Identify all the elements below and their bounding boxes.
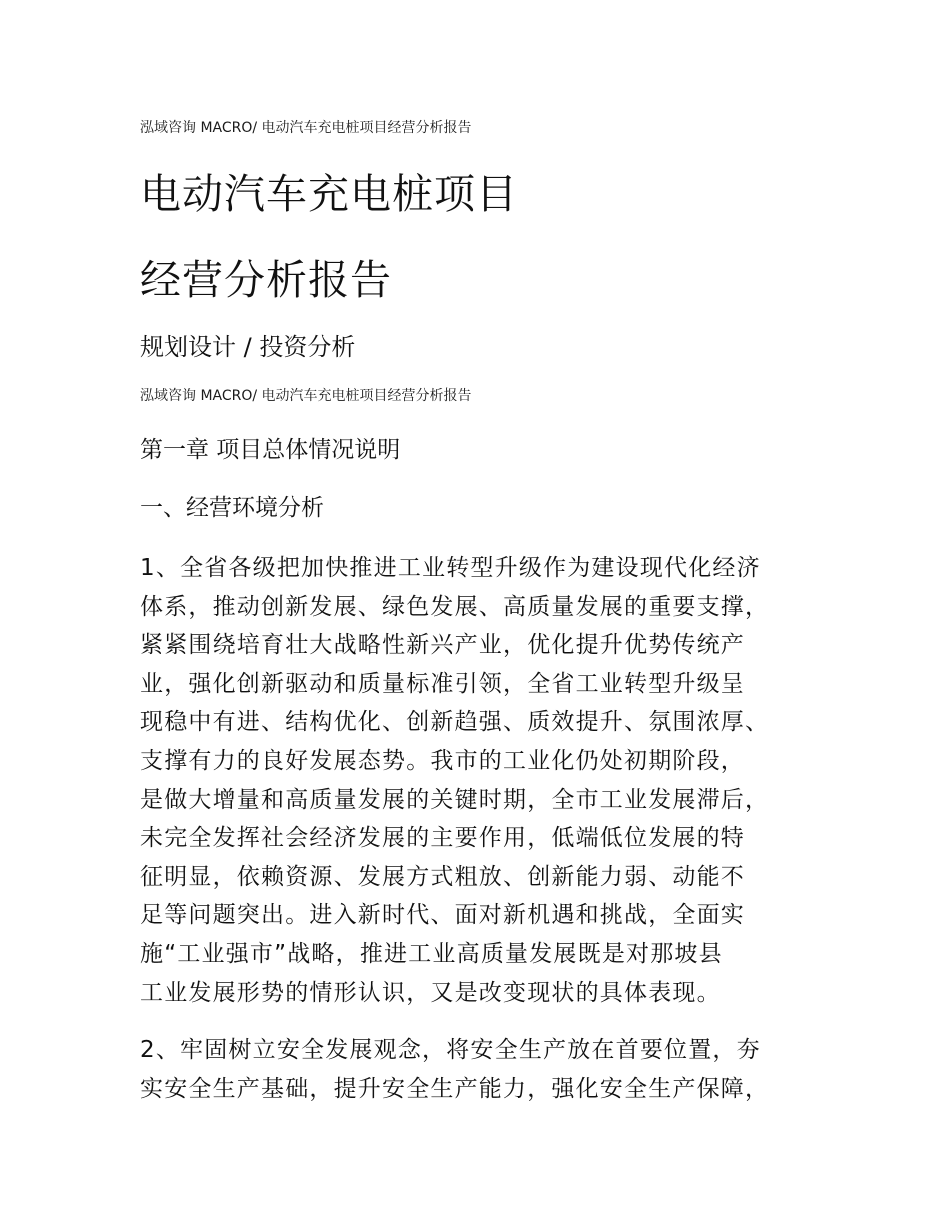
chapter-heading: 第一章 项目总体情况说明 [140,437,401,463]
paragraph-line: 业，强化创新驱动和质量标准引领，全省工业转型升级呈 [140,670,745,697]
report-title-line-1: 电动汽车充电桩项目 [140,170,518,218]
running-header-mid: 泓域咨询 MACRO/ 电动汽车充电桩项目经营分析报告 [140,388,472,404]
report-title-line-2: 经营分析报告 [140,256,392,304]
paragraph-line: 体系，推动创新发展、绿色发展、高质量发展的重要支撑， [140,593,770,620]
paragraph-line: 足等问题突出。进入新时代、面对新机遇和挑战，全面实 [140,902,745,929]
paragraph-line: 征明显，依赖资源、发展方式粗放、创新能力弱、动能不 [140,863,745,890]
running-header-top: 泓域咨询 MACRO/ 电动汽车充电桩项目经营分析报告 [140,120,472,136]
paragraph-line: 工业发展形势的情形认识，又是改变现状的具体表现。 [140,979,721,1006]
paragraph-line: 现稳中有进、结构优化、创新趋强、质效提升、氛围浓厚、 [140,709,770,736]
paragraph-line: 1、全省各级把加快推进工业转型升级作为建设现代化经济 [140,555,761,581]
paragraph-line: 未完全发挥社会经济发展的主要作用，低端低位发展的特 [140,825,745,852]
paragraph-2 [140,1031,820,1108]
paragraph-line: 施“工业强市”战略，推进工业高质量发展既是对那坡县 [140,940,723,967]
report-subtitle: 规划设计 / 投资分析 [140,333,356,361]
paragraph-line: 2、牢固树立安全发展观念，将安全生产放在首要位置，夯 [140,1037,761,1063]
paragraph-line: 紧紧围绕培育壮大战略性新兴产业，优化提升优势传统产 [140,632,745,659]
paragraph-line: 支撑有力的良好发展态势。我市的工业化仍处初期阶段， [140,747,745,774]
paragraph-1 [140,549,820,1012]
paragraph-line: 实安全生产基础，提升安全生产能力，强化安全生产保障， [140,1075,770,1102]
section-heading: 一、经营环境分析 [140,495,324,521]
paragraph-line: 是做大增量和高质量发展的关键时期，全市工业发展滞后， [140,786,770,813]
